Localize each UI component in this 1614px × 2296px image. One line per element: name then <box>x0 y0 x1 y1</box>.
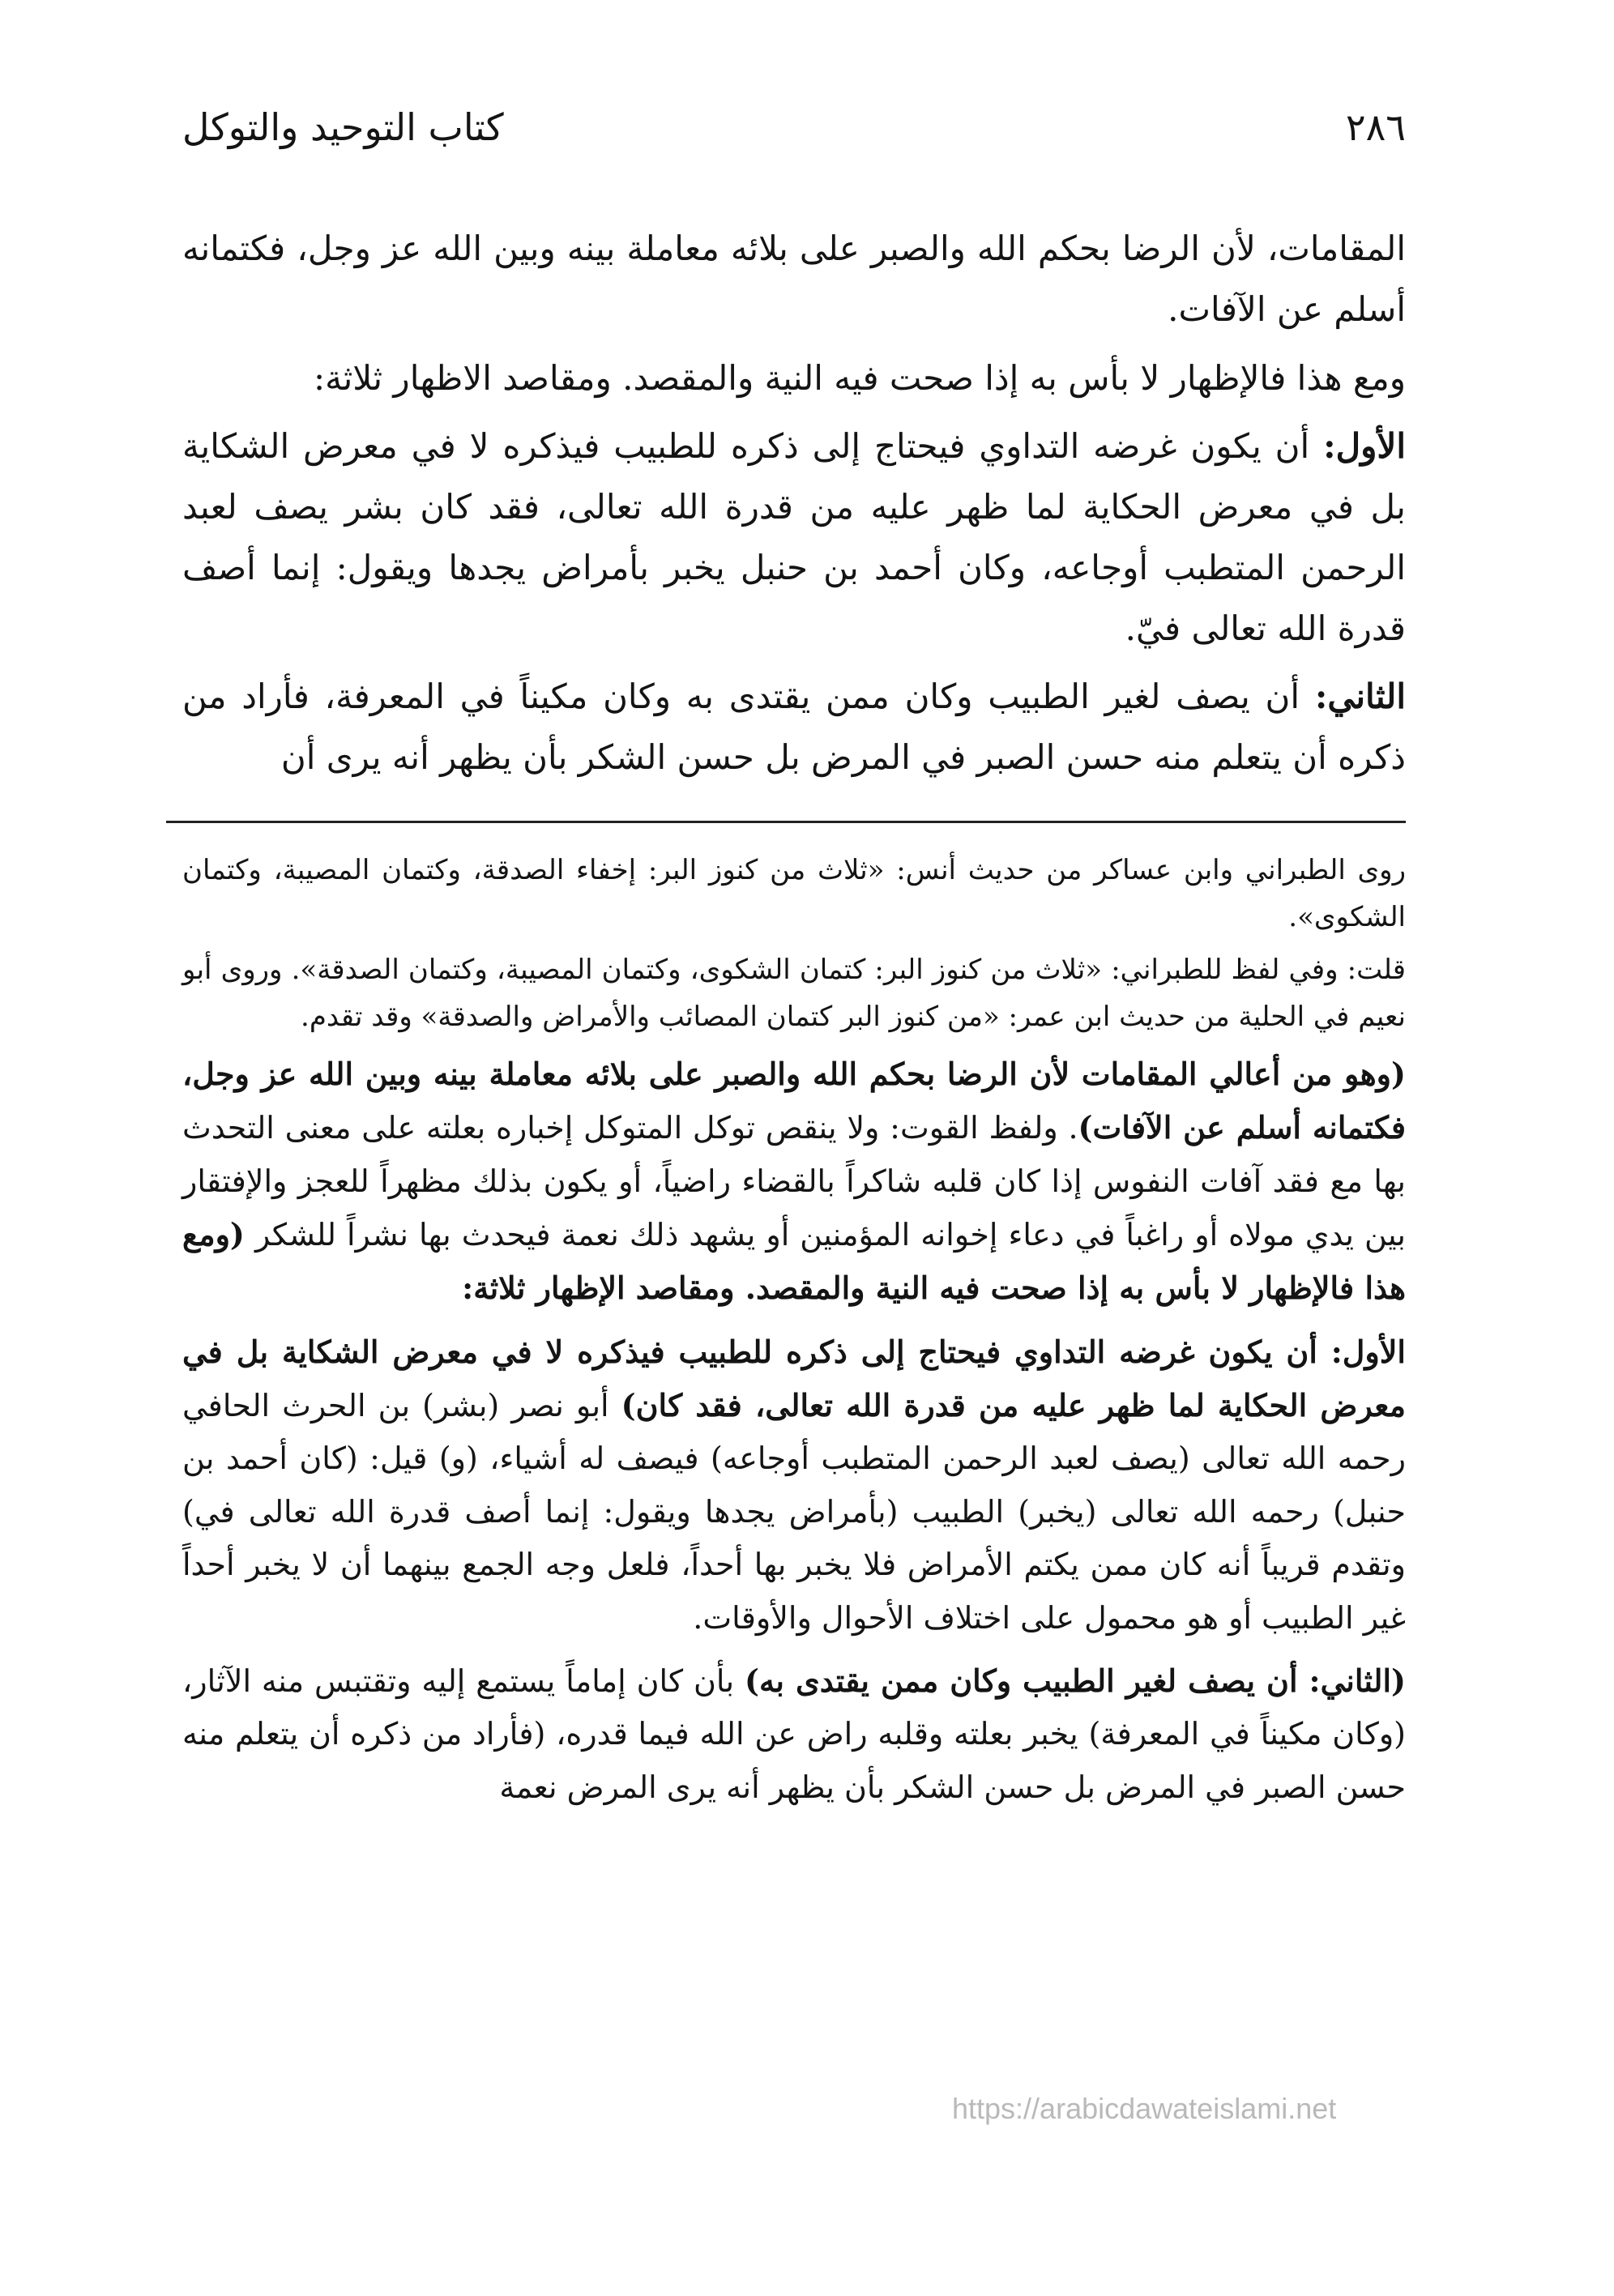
commentary-quote-1: (وهو من أعالي المقامات لأن الرضا بحكم الله والصبر على بلائه معاملة بينه وبين الله عز وجل، فكتمانه أسلم عن الآفات) <box>182 1055 1406 1146</box>
commentary-quote-1b: (ومع هذا فالإظهار لا بأس به إذا صحت فيه النية والمقصد. ومقاصد الإظهار ثلاثة: <box>182 1216 1406 1307</box>
commentary-text-1: . ولفظ القوت: ولا ينقص توكل المتوكل إخباره بعلته على معنى التحدث بها مع فقد آفات النفوس إذا كان قلبه شاكراً بالقضاء راضياً، أو يكون بذلك مظهراً للعجز والإفتقار بين يدي مولاه أو راغباً في دعاء إخوانه المؤمنين أو يشهد ذلك نعمة فيحدث بها نشراً للشكر <box>182 1110 1406 1253</box>
main-paragraph-2: ومع هذا فالإظهار لا بأس به إذا صحت فيه النية والمقصد. ومقاصد الاظهار ثلاثة: <box>313 357 1406 398</box>
commentary-quote-3: (الثاني: أن يصف لغير الطبيب وكان ممن يقتدى به) <box>744 1662 1406 1699</box>
first-purpose <box>182 416 1406 659</box>
commentary-paragraph-2 <box>182 1325 1406 1645</box>
first-label: الأول: <box>1323 426 1406 467</box>
second-text: أن يصف لغير الطبيب وكان ممن يقتدى به وكان مكيناً في المعرفة، فأراد من ذكره أن يتعلم منه حسن الصبر في المرض بل حسن الشكر بأن يظهر أنه يرى أن <box>182 676 1406 777</box>
footnotes <box>182 847 1406 1041</box>
footnote-1: روى الطبراني وابن عساكر من حديث أنس: «ثلاث من كنوز البر: إخفاء الصدقة، وكتمان المصيبة، وكتمان الشكوى». <box>182 853 1406 933</box>
commentary-paragraph-1 <box>182 1048 1406 1316</box>
page-header <box>182 89 1406 170</box>
commentary-text-3: بأن كان إماماً يستمع إليه وتقتبس منه الآثار، (وكان مكيناً في المعرفة) يخبر بعلته وقلبه راض عن الله فيما قدره، (فأراد من ذكره أن يتعلم منه حسن الصبر في المرض بل حسن الشكر بأن يظهر أنه يرى المرض نعمة <box>182 1662 1406 1805</box>
main-text <box>182 219 1406 788</box>
commentary-text-2: أبو نصر (بشر) بن الحرث الحافي رحمه الله تعالى (يصف لعبد الرحمن المتطبب أوجاعه) فيصف له أشياء، (و) قيل: (كان أحمد بن حنبل) رحمه الله تعالى (يخبر) الطبيب (بأمراض يجدها ويقول: إنما أصف قدرة الله تعالى في) وتقدم قريباً أنه كان ممن يكتم الأمراض فلا يخبر بها أحداً، فلعل وجه الجمع بينهما أن لا يخبر أحداً غير الطبيب أو هو محمول على اختلاف الأحوال والأوقات. <box>182 1388 1407 1636</box>
book-title: كتاب التوحيد والتوكل <box>182 105 504 149</box>
first-text: أن يكون غرضه التداوي فيحتاج إلى ذكره للطبيب فيذكره لا في معرض الشكاية بل في معرض الحكاية لما ظهر عليه من قدرة الله تعالى، فقد كان بشر يصف لعبد الرحمن المتطبب أوجاعه، وكان أحمد بن حنبل يخبر بأمراض يجدها ويقول: إنما أصف قدرة الله تعالى فيّ. <box>182 426 1406 648</box>
footnote-2: قلت: وفي لفظ للطبراني: «ثلاث من كنوز البر: كتمان الشكوى، وكتمان المصيبة، وكتمان الصدقة». وروى أبو نعيم في الحلية من حديث ابن عمر: «من كنوز البر كتمان المصائب والأمراض والصدقة» وقد تقدم. <box>182 954 1406 1034</box>
commentary-paragraph-3 <box>182 1654 1406 1814</box>
watermark-url: https://arabicdawateislami.net <box>952 2092 1337 2125</box>
commentary-quote-2: الأول: أن يكون غرضه التداوي فيحتاج إلى ذكره للطبيب فيذكره لا في معرض الشكاية بل في معرض الحكاية لما ظهر عليه من قدرة الله تعالى، فقد كان) <box>182 1333 1406 1424</box>
main-paragraph-1: المقامات، لأن الرضا بحكم الله والصبر على بلائه معاملة بينه وبين الله عز وجل، فكتمانه أسلم عن الآفات. <box>182 228 1406 329</box>
second-label: الثاني: <box>1314 676 1406 717</box>
second-purpose <box>182 667 1406 788</box>
footnote-divider <box>166 821 1406 823</box>
page-number: ٢٨٦ <box>1345 105 1406 149</box>
book-page <box>182 89 1406 1824</box>
commentary <box>182 1048 1406 1814</box>
